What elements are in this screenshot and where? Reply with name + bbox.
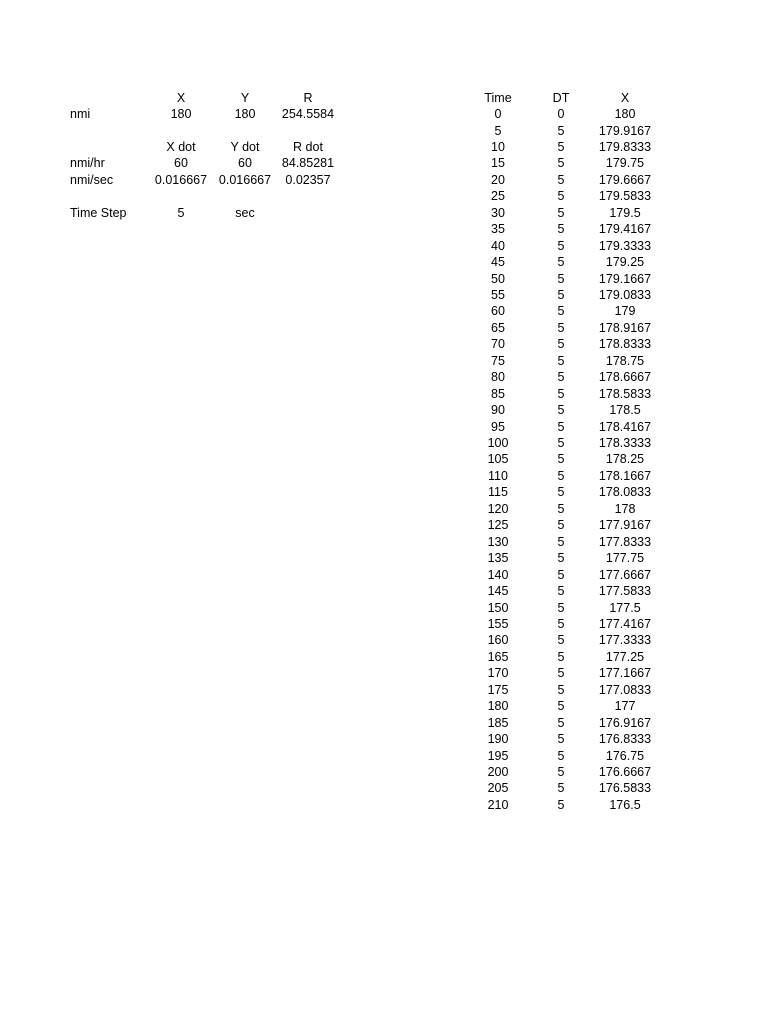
table-cell-x: 179.6667: [598, 172, 652, 187]
table-cell-dt: 5: [557, 271, 565, 286]
table-cell-x: 176.8333: [598, 732, 652, 747]
table-cell-dt: 5: [557, 205, 565, 220]
table-cell-x: 176.5833: [598, 781, 652, 796]
table-cell-x: 178.4167: [598, 419, 652, 434]
table-cell-time: 40: [491, 238, 505, 253]
position-row-label: nmi: [70, 107, 91, 121]
table-cell-dt: 5: [557, 732, 565, 747]
table-cell-dt: 5: [557, 172, 565, 187]
table-cell-time: 85: [491, 386, 505, 401]
time-step-label: Time Step: [70, 206, 127, 220]
table-cell-time: 185: [487, 715, 509, 730]
table-cell-time: 180: [487, 699, 509, 714]
table-cell-dt: 5: [557, 419, 565, 434]
table-cell-x: 177.6667: [598, 567, 652, 582]
table-cell-dt: 5: [557, 666, 565, 681]
velocity-value: 0.016667: [154, 173, 208, 187]
table-cell-dt: 5: [557, 600, 565, 615]
table-cell-x: 177.4167: [598, 617, 652, 631]
table-cell-dt: 0: [557, 107, 565, 121]
table-cell-dt: 5: [557, 682, 565, 697]
table-cell-dt: 5: [557, 797, 565, 812]
table-cell-time: 200: [487, 765, 509, 779]
table-cell-time: 130: [487, 534, 509, 549]
table-cell-time: 190: [487, 732, 509, 747]
table-cell-dt: 5: [557, 699, 565, 714]
time-step-unit: sec: [235, 206, 255, 220]
velocity-value: 0.02357: [285, 173, 331, 187]
table-cell-time: 125: [487, 518, 509, 533]
table-cell-x: 178.1667: [598, 468, 652, 483]
table-cell-dt: 5: [557, 781, 565, 796]
table-cell-time: 160: [487, 633, 509, 648]
position-value-y: 180: [234, 107, 256, 121]
velocity-value: 60: [238, 156, 252, 170]
table-cell-dt: 5: [557, 287, 565, 302]
table-cell-x: 178.75: [605, 353, 645, 368]
table-cell-x: 179.4167: [598, 222, 652, 237]
table-cell-time: 5: [494, 123, 502, 138]
table-cell-dt: 5: [557, 633, 565, 648]
table-cell-time: 70: [491, 337, 505, 352]
table-cell-time: 105: [487, 452, 509, 467]
table-cell-time: 145: [487, 584, 509, 598]
table-cell-time: 155: [487, 617, 509, 631]
velocity-value: 84.85281: [281, 156, 335, 170]
table-cell-dt: 5: [557, 403, 565, 418]
table-cell-x: 178.8333: [598, 337, 652, 352]
velocity-row-label: nmi/sec: [70, 173, 114, 187]
velocity-header-xdot: X dot: [166, 140, 196, 154]
velocity-row-label: nmi/hr: [70, 156, 105, 170]
table-cell-x: 176.5: [609, 797, 641, 812]
table-cell-time: 10: [491, 139, 505, 154]
table-cell-dt: 5: [557, 617, 565, 631]
position-value-x: 180: [170, 107, 192, 121]
position-header-y: Y: [240, 91, 250, 105]
table-cell-dt: 5: [557, 386, 565, 401]
velocity-value: 0.016667: [218, 173, 272, 187]
table-cell-dt: 5: [557, 534, 565, 549]
table-cell-dt: 5: [557, 452, 565, 467]
velocity-header-ydot: Y dot: [230, 140, 260, 154]
table-cell-time: 75: [491, 353, 505, 368]
table-cell-dt: 5: [557, 501, 565, 516]
table-cell-time: 55: [491, 287, 505, 302]
table-cell-x: 176.75: [605, 748, 645, 763]
table-cell-time: 0: [494, 107, 502, 121]
table-cell-time: 205: [487, 781, 509, 796]
table-cell-dt: 5: [557, 649, 565, 664]
table-cell-time: 120: [487, 501, 509, 516]
table-cell-time: 15: [491, 156, 505, 171]
table-cell-x: 177.0833: [598, 682, 652, 697]
table-cell-time: 115: [488, 485, 508, 500]
table-cell-time: 95: [491, 419, 505, 434]
table-header-dt: DT: [552, 91, 570, 105]
table-cell-x: 178.3333: [598, 436, 652, 450]
table-cell-x: 179.0833: [598, 287, 652, 302]
position-value-r: 254.5584: [281, 107, 335, 121]
table-cell-time: 35: [491, 222, 505, 237]
table-cell-dt: 5: [557, 123, 565, 138]
table-cell-x: 178.5833: [598, 386, 652, 401]
position-header-x: X: [176, 91, 186, 105]
table-cell-dt: 5: [557, 320, 565, 335]
table-cell-time: 60: [491, 304, 505, 319]
table-cell-dt: 5: [557, 139, 565, 154]
time-step-value: 5: [177, 206, 185, 220]
velocity-value: 60: [174, 156, 188, 170]
table-cell-x: 179.9167: [598, 123, 652, 138]
table-cell-x: 177.9167: [598, 518, 652, 533]
table-cell-dt: 5: [557, 304, 565, 319]
table-cell-dt: 5: [557, 485, 565, 500]
table-cell-dt: 5: [557, 551, 565, 566]
table-cell-time: 165: [487, 649, 509, 664]
table-cell-dt: 5: [557, 222, 565, 237]
table-cell-x: 176.9167: [598, 715, 652, 730]
table-cell-x: 177.25: [605, 649, 645, 664]
table-header-time: Time: [484, 91, 512, 105]
table-cell-x: 179.8333: [598, 139, 652, 154]
table-cell-time: 20: [491, 172, 505, 187]
table-cell-x: 179.5833: [598, 189, 652, 204]
table-cell-dt: 5: [557, 748, 565, 763]
table-cell-x: 179.3333: [598, 238, 652, 253]
table-cell-time: 90: [491, 403, 505, 418]
table-cell-dt: 5: [557, 255, 565, 269]
table-cell-dt: 5: [557, 370, 565, 385]
table-cell-x: 180: [614, 107, 636, 121]
table-cell-x: 177.75: [605, 551, 645, 566]
table-cell-x: 178.6667: [598, 370, 652, 385]
table-cell-time: 100: [487, 436, 509, 450]
table-cell-dt: 5: [557, 518, 565, 533]
table-cell-dt: 5: [557, 765, 565, 779]
table-cell-x: 179.75: [605, 156, 645, 171]
table-cell-time: 110: [488, 468, 508, 483]
table-cell-dt: 5: [557, 468, 565, 483]
table-cell-time: 210: [487, 797, 509, 812]
table-cell-dt: 5: [557, 584, 565, 598]
table-cell-x: 177: [614, 699, 636, 714]
table-cell-x: 179.25: [605, 255, 645, 269]
table-cell-dt: 5: [557, 715, 565, 730]
table-cell-x: 178.25: [605, 452, 645, 467]
table-cell-x: 177.8333: [598, 534, 652, 549]
table-cell-time: 150: [487, 600, 509, 615]
table-cell-time: 140: [487, 567, 509, 582]
table-cell-x: 179.1667: [598, 271, 652, 286]
table-cell-time: 65: [491, 320, 505, 335]
table-cell-time: 135: [487, 551, 509, 566]
table-cell-x: 177.3333: [598, 633, 652, 648]
table-cell-x: 177.5: [609, 600, 641, 615]
table-cell-time: 195: [487, 748, 509, 763]
table-cell-dt: 5: [557, 567, 565, 582]
table-cell-x: 177.1667: [598, 666, 652, 681]
table-cell-dt: 5: [557, 189, 565, 204]
table-cell-x: 176.6667: [598, 765, 652, 779]
table-cell-x: 179.5: [609, 205, 641, 220]
table-cell-dt: 5: [557, 436, 565, 450]
table-cell-dt: 5: [557, 238, 565, 253]
table-cell-x: 177.5833: [598, 584, 652, 598]
table-cell-time: 50: [491, 271, 505, 286]
table-cell-x: 178: [614, 501, 636, 516]
table-cell-time: 80: [491, 370, 505, 385]
velocity-header-rdot: R dot: [293, 140, 323, 154]
table-cell-time: 25: [491, 189, 505, 204]
table-cell-x: 179: [614, 304, 636, 319]
table-cell-time: 30: [491, 205, 505, 220]
table-cell-time: 170: [487, 666, 509, 681]
position-header-r: R: [303, 91, 313, 105]
table-cell-dt: 5: [557, 156, 565, 171]
table-cell-x: 178.5: [609, 403, 641, 418]
table-cell-dt: 5: [557, 337, 565, 352]
table-header-x: X: [620, 91, 630, 105]
table-cell-x: 178.0833: [598, 485, 652, 500]
table-cell-time: 175: [487, 682, 509, 697]
table-cell-dt: 5: [557, 353, 565, 368]
table-cell-time: 45: [491, 255, 505, 269]
table-cell-x: 178.9167: [598, 320, 652, 335]
